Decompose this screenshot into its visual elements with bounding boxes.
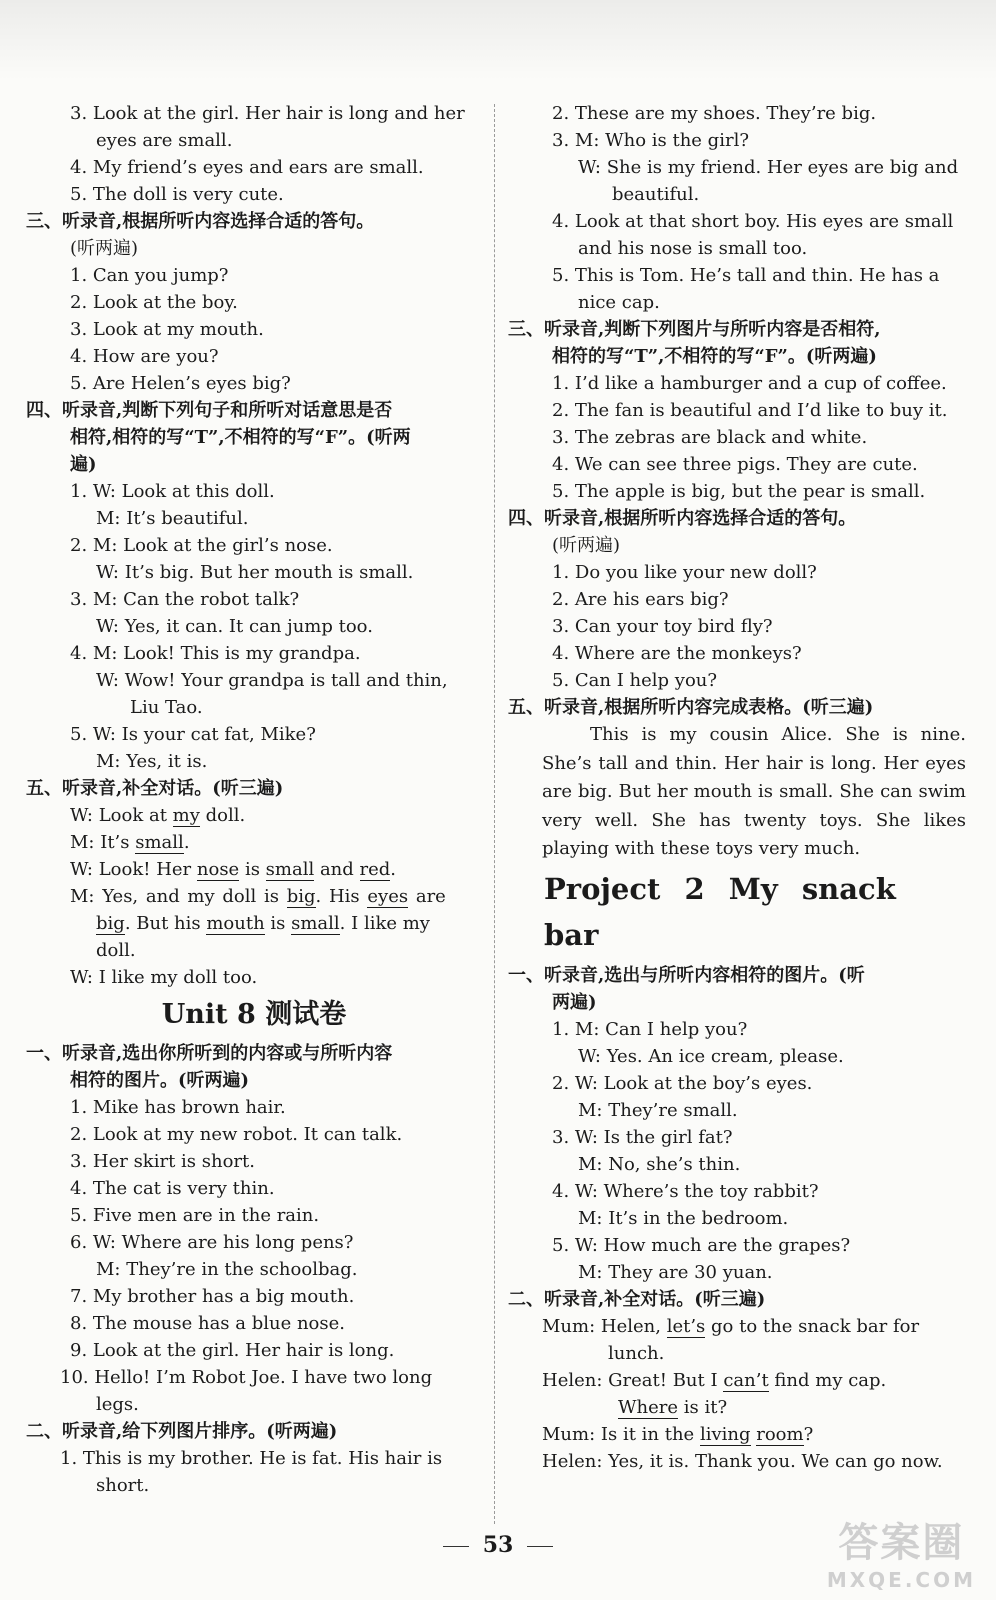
section-heading: 一、听录音,选出与所听内容相符的图片。(听 bbox=[508, 964, 865, 986]
left-column bbox=[26, 100, 482, 1499]
section-heading-cont: 相符的写“T”,不相符的写“F”。(听两遍) bbox=[552, 346, 877, 367]
list-item: 5. W: Is your cat fat, Mike? bbox=[70, 724, 316, 745]
list-item: 3. M: Can the robot talk? bbox=[70, 589, 300, 610]
section-heading: 三、听录音,根据所听内容选择合适的答句。 bbox=[26, 211, 375, 232]
section-heading: 四、听录音,根据所听内容选择合适的答句。 bbox=[508, 508, 857, 529]
list-item: 1. M: Can I help you? bbox=[552, 1018, 748, 1040]
dialogue-line: big. But his mouth is small. I like my bbox=[96, 913, 430, 934]
blank-answer: eyes bbox=[367, 886, 409, 907]
list-item: 1. Can you jump? bbox=[70, 265, 229, 286]
list-item: 3. Look at the girl. Her hair is long and her bbox=[70, 103, 465, 124]
list-item: 1. I’d like a hamburger and a cup of coffee. bbox=[552, 373, 947, 394]
list-item: W: Yes. An ice cream, please. bbox=[578, 1045, 844, 1067]
blank-answer: can’t bbox=[723, 1369, 769, 1391]
list-item: 4. The cat is very thin. bbox=[70, 1178, 275, 1199]
column-divider bbox=[494, 104, 495, 1524]
section-heading-cont: 相符,相符的写“T”,不相符的写“F”。(听两 bbox=[70, 427, 411, 448]
blank-answer: Where bbox=[618, 1396, 679, 1418]
dialogue-line: W: Look! Her nose is small and red. bbox=[70, 859, 397, 880]
blank-answer: red bbox=[359, 859, 391, 880]
list-item: M: No, she’s thin. bbox=[578, 1153, 741, 1175]
scan-shadow bbox=[0, 0, 996, 80]
list-item: short. bbox=[96, 1475, 150, 1496]
dash-left bbox=[443, 1546, 469, 1547]
blank-answer: small bbox=[291, 913, 340, 934]
blank-answer: big bbox=[96, 913, 125, 934]
list-item: 4. My friend’s eyes and ears are small. bbox=[70, 157, 424, 178]
blank-answer: small bbox=[265, 859, 315, 880]
list-item: 5. This is Tom. He’s tall and thin. He has a bbox=[552, 265, 940, 286]
list-item: 1. W: Look at this doll. bbox=[70, 481, 275, 502]
dash-right bbox=[527, 1546, 553, 1547]
blank-answer: small bbox=[135, 832, 184, 853]
list-item: 2. The fan is beautiful and I’d like to buy it. bbox=[552, 400, 948, 421]
list-item: Liu Tao. bbox=[130, 697, 203, 718]
list-item: 2. These are my shoes. They’re big. bbox=[552, 103, 877, 124]
list-item: 3. M: Who is the girl? bbox=[552, 130, 749, 151]
dialogue-line: M: Yes, and my doll is big. His eyes are bbox=[70, 886, 446, 907]
list-item: 3. The zebras are black and white. bbox=[552, 427, 868, 448]
list-item: M: It’s in the bedroom. bbox=[578, 1207, 789, 1229]
list-item: 2. Look at my new robot. It can talk. bbox=[70, 1124, 403, 1145]
blank-answer: my bbox=[172, 805, 200, 826]
section-heading-cont: 相符的图片。(听两遍) bbox=[70, 1070, 250, 1091]
blank-answer: mouth bbox=[206, 913, 265, 934]
dialogue-line: lunch. bbox=[608, 1342, 665, 1364]
dialogue-line: Mum: Helen, let’s go to the snack bar for bbox=[542, 1315, 920, 1337]
list-item: 3. Her skirt is short. bbox=[70, 1151, 255, 1172]
project-title: Project 2 My snack bar bbox=[544, 871, 896, 952]
blank-answer: room bbox=[756, 1423, 804, 1445]
list-item: 6. W: Where are his long pens? bbox=[70, 1232, 354, 1253]
list-item: M: It’s beautiful. bbox=[96, 508, 249, 529]
right-column bbox=[508, 100, 966, 1475]
section-note: (听两遍) bbox=[552, 535, 621, 556]
list-item: 5. The doll is very cute. bbox=[70, 184, 284, 205]
list-item: 8. The mouse has a blue nose. bbox=[70, 1313, 346, 1334]
section-heading: 三、听录音,判断下列图片与所听内容是否相符, bbox=[508, 319, 881, 340]
section-heading: 五、听录音,根据所听内容完成表格。(听三遍) bbox=[508, 697, 874, 718]
dialogue-line: doll. bbox=[96, 940, 136, 961]
list-item: 2. Look at the boy. bbox=[70, 292, 238, 313]
dialogue-line: W: Look at my doll. bbox=[70, 805, 246, 826]
list-item: M: Yes, it is. bbox=[96, 751, 208, 772]
blank-answer: nose bbox=[196, 859, 240, 880]
list-item: legs. bbox=[96, 1394, 139, 1415]
section-heading-cont: 两遍) bbox=[552, 991, 597, 1013]
unit-title: Unit 8 测试卷 bbox=[161, 999, 347, 1030]
list-item: 5. Five men are in the rain. bbox=[70, 1205, 320, 1226]
list-item: W: She is my friend. Her eyes are big and bbox=[578, 157, 959, 178]
list-item: 7. My brother has a big mouth. bbox=[70, 1286, 355, 1307]
list-item: 1. Do you like your new doll? bbox=[552, 562, 817, 583]
listening-paragraph: This is my cousin Alice. She is nine. She’s tall and thin. Her hair is long. Her eyes are big. But her mouth is small. She can swim very well. She has twenty toys. She likes playing with these toys very much. bbox=[542, 724, 966, 859]
list-item: nice cap. bbox=[578, 292, 660, 313]
list-item: 3. Look at my mouth. bbox=[70, 319, 264, 340]
list-item: W: Wow! Your grandpa is tall and thin, bbox=[96, 670, 448, 691]
page-number: 53 bbox=[0, 1532, 996, 1558]
list-item: 1. This is my brother. He is fat. His hair is bbox=[60, 1448, 443, 1469]
dialogue-line: M: It’s small. bbox=[70, 832, 190, 853]
watermark-logo: 答案圈 MXQE.COM bbox=[826, 1520, 976, 1592]
dialogue-line: Mum: Is it in the living room? bbox=[542, 1423, 814, 1445]
list-item: 5. W: How much are the grapes? bbox=[552, 1234, 851, 1256]
list-item: 2. W: Look at the boy’s eyes. bbox=[552, 1072, 813, 1094]
list-item: 5. The apple is big, but the pear is small. bbox=[552, 481, 926, 502]
list-item: 3. Can your toy bird fly? bbox=[552, 616, 773, 637]
list-item: W: It’s big. But her mouth is small. bbox=[96, 562, 414, 583]
list-item: 2. Are his ears big? bbox=[552, 589, 729, 610]
section-heading: 五、听录音,补全对话。(听三遍) bbox=[26, 778, 284, 799]
list-item: 4. Look at that short boy. His eyes are small bbox=[552, 211, 954, 232]
list-item: 4. Where are the monkeys? bbox=[552, 643, 802, 664]
list-item: W: Yes, it can. It can jump too. bbox=[96, 616, 373, 637]
list-item: M: They’re in the schoolbag. bbox=[96, 1259, 358, 1280]
section-heading: 四、听录音,判断下列句子和所听对话意思是否 bbox=[26, 400, 393, 421]
dialogue-line: Helen: Great! But I can’t find my cap. bbox=[542, 1369, 887, 1391]
dialogue-line: Helen: Yes, it is. Thank you. We can go now. bbox=[542, 1450, 943, 1472]
list-item: 5. Are Helen’s eyes big? bbox=[70, 373, 291, 394]
dialogue-line: W: I like my doll too. bbox=[70, 967, 258, 988]
list-item: 5. Can I help you? bbox=[552, 670, 718, 691]
list-item: 4. W: Where’s the toy rabbit? bbox=[552, 1180, 819, 1202]
list-item: 9. Look at the girl. Her hair is long. bbox=[70, 1340, 395, 1361]
section-note: (听两遍) bbox=[70, 238, 139, 259]
list-item: 4. We can see three pigs. They are cute. bbox=[552, 454, 918, 475]
list-item: M: They’re small. bbox=[578, 1099, 738, 1121]
blank-answer: living bbox=[699, 1423, 751, 1445]
list-item: M: They are 30 yuan. bbox=[578, 1261, 773, 1283]
list-item: 1. Mike has brown hair. bbox=[70, 1097, 286, 1118]
list-item: beautiful. bbox=[612, 184, 700, 205]
blank-answer: let’s bbox=[666, 1315, 706, 1337]
dialogue-line: Where is it? bbox=[618, 1396, 728, 1418]
list-item: eyes are small. bbox=[96, 130, 233, 151]
blank-answer: big bbox=[286, 886, 316, 907]
section-heading-cont: 遍) bbox=[70, 454, 97, 475]
list-item: 4. M: Look! This is my grandpa. bbox=[70, 643, 361, 664]
list-item: 4. How are you? bbox=[70, 346, 219, 367]
section-heading: 二、听录音,给下列图片排序。(听两遍) bbox=[26, 1421, 338, 1442]
list-item: 10. Hello! I’m Robot Joe. I have two long bbox=[60, 1367, 433, 1388]
section-heading: 一、听录音,选出你所听到的内容或与所听内容 bbox=[26, 1043, 393, 1064]
list-item: and his nose is small too. bbox=[578, 238, 808, 259]
section-heading: 二、听录音,补全对话。(听三遍) bbox=[508, 1288, 766, 1310]
list-item: 3. W: Is the girl fat? bbox=[552, 1126, 733, 1148]
list-item: 2. M: Look at the girl’s nose. bbox=[70, 535, 333, 556]
